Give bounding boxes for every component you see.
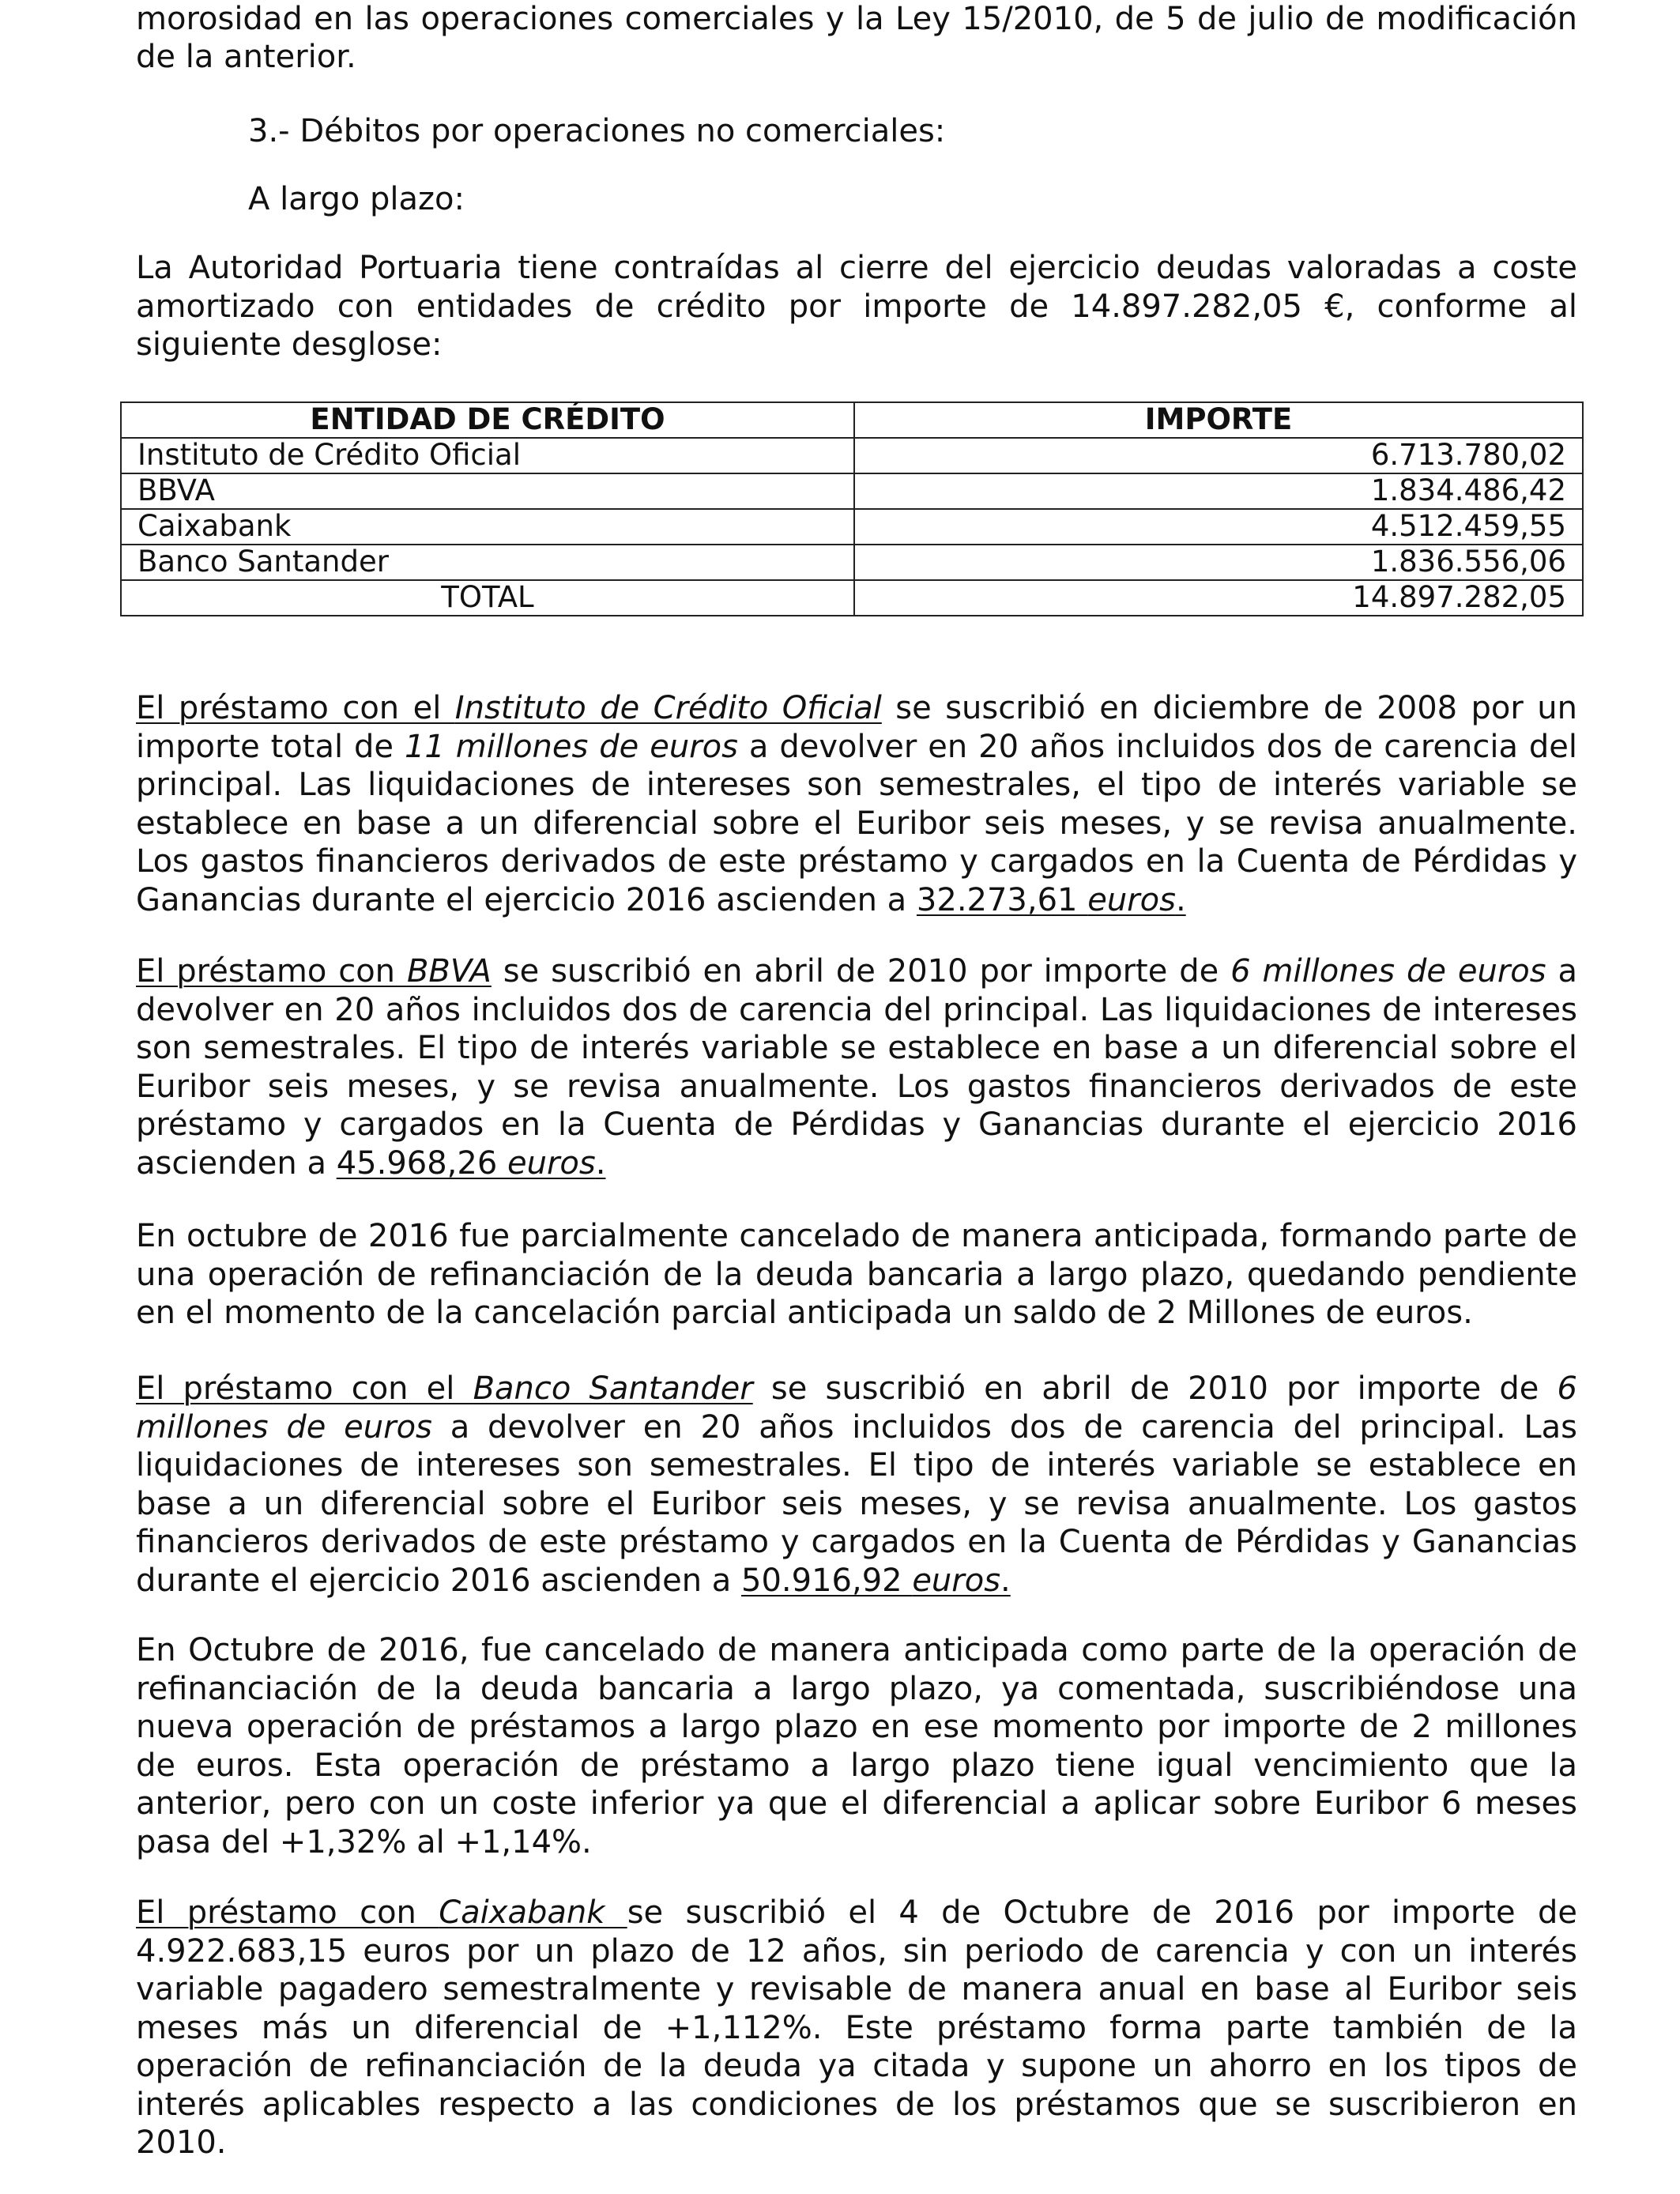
- total-label: TOTAL: [121, 580, 854, 616]
- caixabank-entity-name: Caixabank: [439, 1894, 627, 1931]
- table-header-row: [121, 402, 1583, 438]
- santander-expense-unit: euros: [912, 1562, 1001, 1599]
- amount-cell: 6.713.780,02: [854, 438, 1583, 473]
- section-heading: 3.- Débitos por operaciones no comerciales:: [248, 113, 946, 149]
- santander-amount-phrase: 6 millones de euros: [136, 1370, 1577, 1446]
- bbva-expense-unit: euros: [507, 1144, 596, 1182]
- entity-cell: Banco Santander: [121, 545, 854, 580]
- bbva-loan-lead: El préstamo con: [136, 953, 407, 990]
- ico-expense-end: .: [1175, 881, 1186, 918]
- santander-loan-paragraph: [136, 1370, 1577, 1600]
- santander-expense-amount: 50.916,92: [741, 1562, 913, 1599]
- santander-expense-end: .: [1000, 1562, 1011, 1599]
- table-row: [121, 473, 1583, 509]
- caixabank-loan-lead: El préstamo con: [136, 1894, 439, 1931]
- debt-summary-paragraph: La Autoridad Portuaria tiene contraídas al cierre del ejercicio deudas valoradas a coste amortizado con entidades de crédito por importe de 14.897.282,05 €, conforme al siguiente desglose:: [136, 250, 1577, 363]
- subheading-long-term: A largo plazo:: [248, 181, 465, 217]
- ico-loan-paragraph: [136, 689, 1577, 919]
- bbva-amount-phrase: 6 millones de euros: [1230, 953, 1546, 990]
- debt-breakdown-table: [120, 401, 1584, 616]
- ico-expense-unit: euros: [1087, 881, 1176, 918]
- santander-text-2: a devolver en 20 años incluidos dos de carencia del principal. Las liquidaciones de intereses son semestrales. El tipo de interés variable se establece en base a un diferencial sobre el Euribor seis meses, y se revisa anualmente. Los gastos financieros derivados de este préstamo y cargados en la Cuenta de Pérdidas y Ganancias durante el ejercicio 2016 ascienden a: [136, 1408, 1577, 1599]
- entity-cell: BBVA: [121, 473, 854, 509]
- table-total-row: [121, 580, 1583, 616]
- amount-cell: 1.834.486,42: [854, 473, 1583, 509]
- table-row: [121, 438, 1583, 473]
- bbva-text-1: se suscribió en abril de 2010 por importe de: [491, 953, 1231, 990]
- ico-text-2: a devolver en 20 años incluidos dos de carencia del principal. Las liquidaciones de intereses son semestrales, el tipo de interés variable se establece en base a un diferencial sobre el Euribor seis meses, y se revisa anualmente. Los gastos financieros derivados de este préstamo y cargados en la Cuenta de Pérdidas y Ganancias durante el ejercicio 2016 ascienden a: [136, 728, 1578, 918]
- bbva-text-2: a devolver en 20 años incluidos dos de carencia del principal. Las liquidaciones de intereses son semestrales. El tipo de interés variable se establece en base a un diferencial sobre el Euribor seis meses, y se revisa anualmente. Los gastos financieros derivados de este préstamo y cargados en la Cuenta de Pérdidas y Ganancias durante el ejercicio 2016 ascienden a: [136, 953, 1577, 1182]
- ico-entity-name: Instituto de Crédito Oficial: [454, 690, 882, 726]
- bbva-cancellation-paragraph: En octubre de 2016 fue parcialmente cancelado de manera anticipada, formando parte de una operación de refinanciación de la deuda bancaria a largo plazo, quedando pendiente en el momento de la cancelación parcial anticipada un saldo de 2 Millones de euros.: [136, 1218, 1577, 1331]
- total-amount: 14.897.282,05: [854, 580, 1583, 616]
- entity-cell: Instituto de Crédito Oficial: [121, 438, 854, 473]
- santander-loan-lead: El préstamo con el: [136, 1370, 473, 1407]
- bbva-entity-name: BBVA: [406, 953, 492, 990]
- ico-loan-lead: El préstamo con el: [136, 690, 455, 726]
- santander-cancellation-paragraph: En Octubre de 2016, fue cancelado de manera anticipada como parte de la operación de refinanciación de la deuda bancaria a largo plazo, ya comentada, suscribiéndose una nueva operación de préstamos a largo plazo en ese momento por importe de 2 millones de euros. Esta operación de préstamo a largo plazo tiene igual vencimiento que la anterior, pero con un coste inferior ya que el diferencial a aplicar sobre Euribor 6 meses pasa del +1,32% al +1,14%.: [136, 1632, 1577, 1860]
- entity-cell: Caixabank: [121, 509, 854, 545]
- bbva-expense-end: .: [595, 1144, 606, 1182]
- column-header-entity: ENTIDAD DE CRÉDITO: [121, 402, 854, 438]
- santander-text-1: se suscribió en abril de 2010 por importe de: [752, 1370, 1558, 1407]
- amount-cell: 4.512.459,55: [854, 509, 1583, 545]
- continuation-line-1: morosidad en las operaciones comerciales y la Ley 15/2010, de 5 de julio de modificación: [136, 1, 1577, 37]
- amount-cell: 1.836.556,06: [854, 545, 1583, 580]
- bbva-expense-amount: 45.968,26: [336, 1144, 508, 1182]
- ico-text-1: se suscribió en diciembre de 2008 por un importe total de: [136, 690, 1578, 765]
- santander-entity-name: Banco Santander: [473, 1370, 753, 1407]
- ico-expense-amount: 32.273,61: [916, 881, 1088, 918]
- caixabank-loan-paragraph: [136, 1894, 1577, 2162]
- caixabank-text: se suscribió el 4 de Octubre de 2016 por importe de 4.922.683,15 euros por un plazo de 12 años, sin periodo de carencia y con un interés variable pagadero semestralmente y revisable de manera anual en base al Euribor seis meses más un diferencial de +1,112%. Este préstamo forma parte también de la operación de refinanciación de la deuda ya citada y supone un ahorro en los tipos de interés aplicables respecto a las condiciones de los préstamos que se suscribieron en 2010.: [136, 1894, 1577, 2161]
- table-row: [121, 545, 1583, 580]
- ico-amount-phrase: 11 millones de euros: [404, 728, 738, 765]
- continuation-line-2: de la anterior.: [136, 39, 356, 75]
- table-row: [121, 509, 1583, 545]
- column-header-amount: IMPORTE: [854, 402, 1583, 438]
- bbva-loan-paragraph: [136, 952, 1577, 1182]
